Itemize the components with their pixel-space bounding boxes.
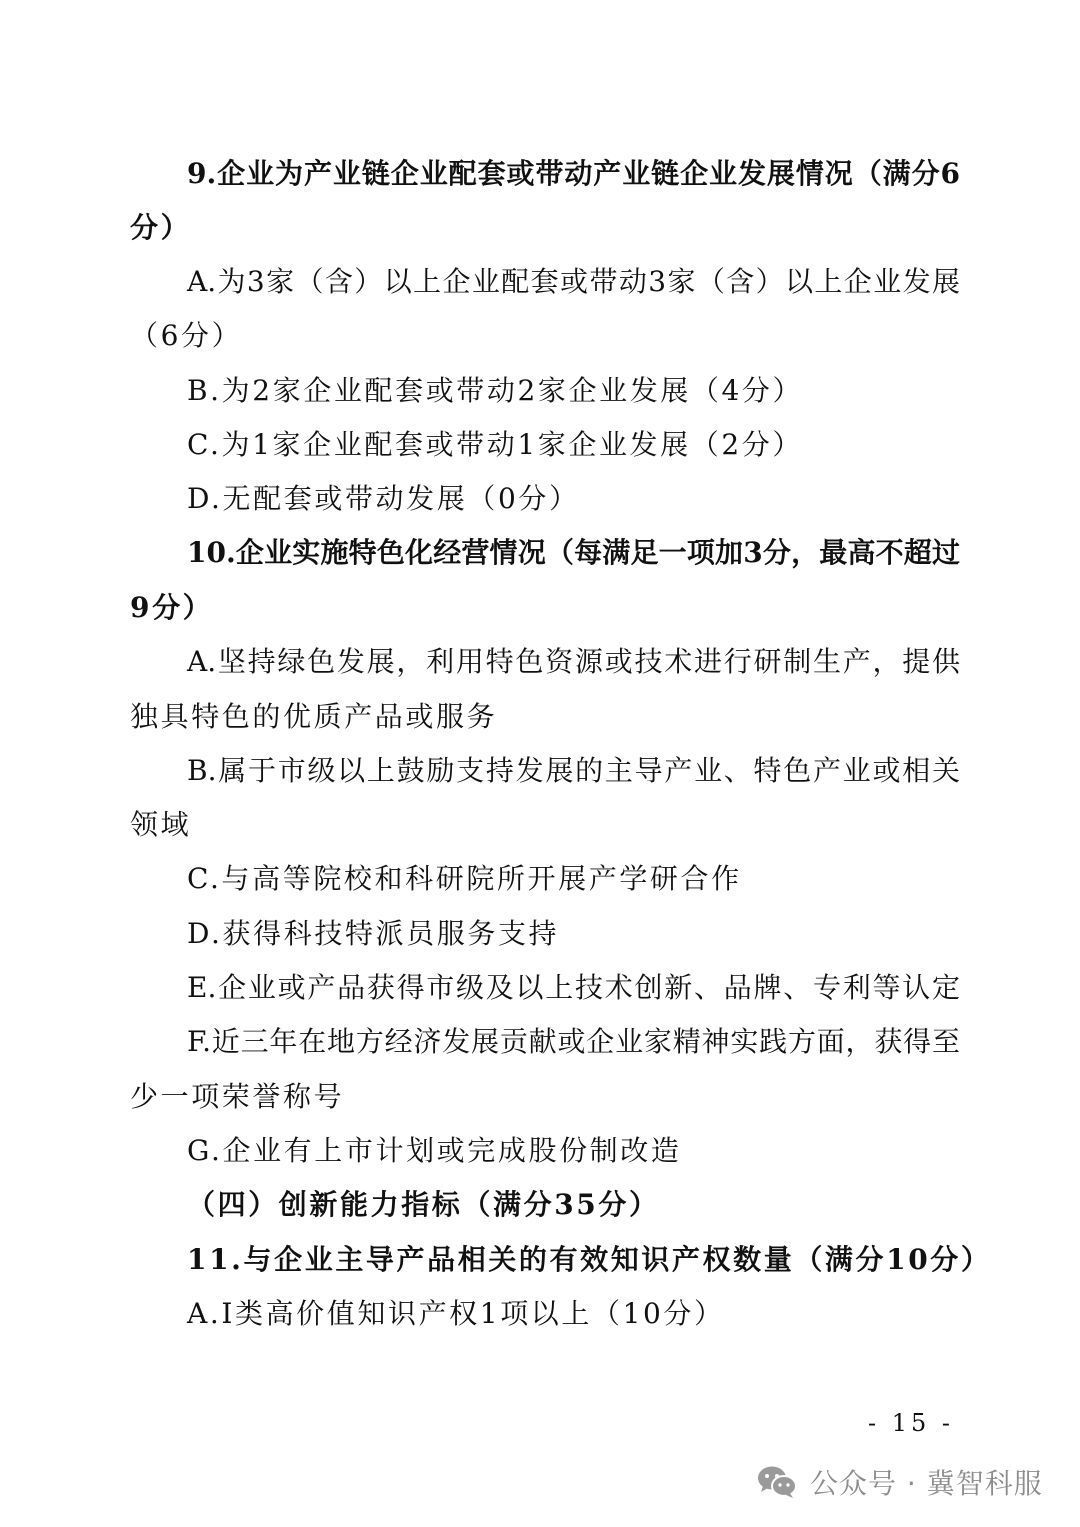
text-line: F.近三年在地方经济发展贡献或企业家精神实践方面，获得至: [187, 1025, 960, 1058]
text-line: D.无配套或带动发展（0分）: [187, 482, 580, 515]
text-line: 9分）: [130, 591, 214, 624]
text-line: 9.企业为产业链企业配套或带动产业链企业发展情况（满分6: [187, 157, 960, 190]
text-line: A.I类高价值知识产权1项以上（10分）: [187, 1297, 725, 1330]
text-line: 分）: [130, 211, 192, 244]
text-line: 少一项荣誉称号: [130, 1080, 345, 1113]
text-line: B.为2家企业配套或带动2家企业发展（4分）: [187, 374, 804, 407]
text-line: G.企业有上市计划或完成股份制改造: [187, 1134, 682, 1167]
watermark: [756, 1458, 1043, 1506]
wechat-icon: [756, 1464, 798, 1500]
text-line: C.为1家企业配套或带动1家企业发展（2分）: [187, 428, 803, 461]
text-line: C.与高等院校和科研院所开展产学研合作: [187, 862, 742, 895]
text-line: （四）创新能力指标（满分35分）: [187, 1188, 660, 1221]
text-line: 独具特色的优质产品或服务: [130, 700, 498, 733]
text-line: A.为3家（含）以上企业配套或带动3家（含）以上企业发展: [187, 265, 960, 298]
text-line: D.获得科技特派员服务支持: [187, 917, 560, 950]
text-line: （6分）: [130, 319, 243, 352]
page-number: - 15 -: [868, 1409, 955, 1437]
text-line: 领域: [130, 808, 192, 841]
text-line: A.坚持绿色发展，利用特色资源或技术进行研制生产，提供: [187, 645, 960, 678]
text-line: 11.与企业主导产品相关的有效知识产权数量（满分10分）: [187, 1243, 992, 1276]
watermark-text: 公众号 · 冀智科服: [810, 1467, 1043, 1500]
text-line: B.属于市级以上鼓励支持发展的主导产业、特色产业或相关: [187, 754, 960, 787]
text-line: E.企业或产品获得市级及以上技术创新、品牌、专利等认定: [187, 971, 960, 1004]
text-line: 10.企业实施特色化经营情况（每满足一项加3分，最高不超过: [187, 536, 960, 569]
